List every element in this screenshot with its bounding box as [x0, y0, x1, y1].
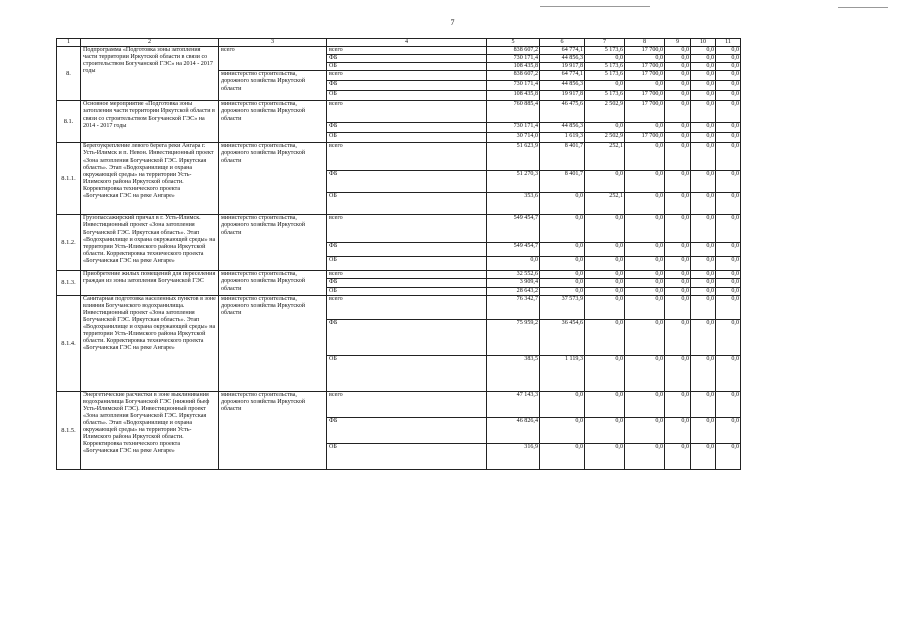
value-cell: 0,0	[691, 101, 716, 123]
value-cell: 0,0	[716, 71, 741, 81]
value-cell: 0,0	[540, 215, 585, 243]
funding-source: всего	[327, 295, 487, 319]
value-cell: 0,0	[585, 417, 625, 443]
value-cell: 0,0	[585, 319, 625, 355]
row-index: 8.1.3.	[57, 271, 81, 295]
value-cell: 0,0	[540, 287, 585, 295]
value-cell: 0,0	[665, 417, 691, 443]
funding-source: ОБ	[327, 193, 487, 215]
value-cell: 0,0	[691, 123, 716, 133]
value-cell: 0,0	[716, 171, 741, 193]
value-cell: 0,0	[540, 391, 585, 417]
value-cell: 0,0	[716, 443, 741, 469]
value-cell: 17 700,0	[625, 101, 665, 123]
value-cell: 0,0	[691, 63, 716, 71]
value-cell: 0,0	[716, 47, 741, 55]
value-cell: 383,5	[487, 355, 540, 391]
row-index: 8.1.1.	[57, 143, 81, 215]
value-cell: 0,0	[585, 295, 625, 319]
value-cell: 76 342,7	[487, 295, 540, 319]
value-cell: 0,0	[625, 143, 665, 171]
value-cell: 5 173,6	[585, 91, 625, 101]
value-cell: 46 475,6	[540, 101, 585, 123]
value-cell: 17 700,0	[625, 47, 665, 55]
value-cell: 0,0	[665, 443, 691, 469]
funding-source: ОБ	[327, 257, 487, 271]
value-cell: 0,0	[691, 193, 716, 215]
value-cell: 0,0	[625, 355, 665, 391]
value-cell: 0,0	[665, 215, 691, 243]
value-cell: 0,0	[716, 417, 741, 443]
value-cell: 0,0	[540, 193, 585, 215]
value-cell: 0,0	[665, 63, 691, 71]
value-cell: 0,0	[691, 71, 716, 81]
value-cell: 75 959,2	[487, 319, 540, 355]
value-cell: 0,0	[691, 171, 716, 193]
value-cell: 44 856,3	[540, 55, 585, 63]
value-cell: 0,0	[716, 215, 741, 243]
executor: министерство строительства, дорожного хозяйства Иркутской области	[219, 215, 327, 271]
value-cell: 5 173,6	[585, 71, 625, 81]
funding-source: ФБ	[327, 243, 487, 257]
value-cell: 0,0	[665, 257, 691, 271]
column-header: 6	[540, 39, 585, 47]
value-cell: 0,0	[625, 55, 665, 63]
value-cell: 0,0	[691, 257, 716, 271]
table-row	[57, 47, 741, 55]
value-cell: 0,0	[540, 279, 585, 287]
value-cell: 44 856,3	[540, 123, 585, 133]
executor: министерство строительства, дорожного хозяйства Иркутской области	[219, 143, 327, 215]
value-cell: 0,0	[716, 319, 741, 355]
value-cell: 0,0	[585, 271, 625, 279]
value-cell: 0,0	[540, 417, 585, 443]
value-cell: 0,0	[716, 123, 741, 133]
funding-source: ФБ	[327, 171, 487, 193]
value-cell: 0,0	[625, 193, 665, 215]
funding-source: всего	[327, 215, 487, 243]
value-cell: 37 573,9	[540, 295, 585, 319]
value-cell: 0,0	[691, 243, 716, 257]
row-index: 8.1.2.	[57, 215, 81, 271]
funding-source: ФБ	[327, 417, 487, 443]
row-index: 8.	[57, 47, 81, 101]
row-name: Основное мероприятие «Подготовка зоны затопления части территории Иркутской области в связи со строительством Богучанской ГЭС» на 2014 - 2017 годы	[81, 101, 219, 143]
value-cell: 0,0	[665, 391, 691, 417]
value-cell: 760 885,4	[487, 101, 540, 123]
value-cell: 0,0	[665, 193, 691, 215]
funding-source: ФБ	[327, 319, 487, 355]
value-cell: 108 435,8	[487, 91, 540, 101]
value-cell: 0,0	[691, 355, 716, 391]
value-cell: 0,0	[585, 215, 625, 243]
value-cell: 0,0	[691, 81, 716, 91]
value-cell: 0,0	[716, 295, 741, 319]
table-row	[57, 101, 741, 123]
funding-source: всего	[327, 101, 487, 123]
value-cell: 0,0	[716, 63, 741, 71]
table-row	[57, 271, 741, 279]
value-cell: 0,0	[665, 287, 691, 295]
header-row	[57, 39, 741, 47]
column-header: 11	[716, 39, 741, 47]
funding-source: всего	[327, 143, 487, 171]
value-cell: 0,0	[585, 287, 625, 295]
value-cell: 0,0	[585, 123, 625, 133]
value-cell: 0,0	[540, 257, 585, 271]
value-cell: 0,0	[585, 279, 625, 287]
value-cell: 0,0	[585, 257, 625, 271]
budget-table	[56, 38, 741, 470]
column-header: 5	[487, 39, 540, 47]
value-cell: 0,0	[665, 81, 691, 91]
value-cell: 2 502,9	[585, 133, 625, 143]
funding-source: ФБ	[327, 55, 487, 63]
value-cell: 0,0	[716, 133, 741, 143]
value-cell: 30 714,0	[487, 133, 540, 143]
column-header: 2	[81, 39, 219, 47]
value-cell: 0,0	[716, 271, 741, 279]
value-cell: 0,0	[691, 271, 716, 279]
value-cell: 17 700,0	[625, 133, 665, 143]
column-header: 10	[691, 39, 716, 47]
value-cell: 0,0	[665, 171, 691, 193]
value-cell: 0,0	[665, 133, 691, 143]
column-header: 1	[57, 39, 81, 47]
value-cell: 0,0	[585, 171, 625, 193]
value-cell: 51 623,9	[487, 143, 540, 171]
value-cell: 0,0	[585, 243, 625, 257]
row-name: Подпрограмма «Подготовка зоны затопления части территории Иркутской области в связи со строительством Богучанской ГЭС» на 2014 - 2017 годы	[81, 47, 219, 101]
funding-source: ФБ	[327, 279, 487, 287]
value-cell: 0,0	[625, 295, 665, 319]
funding-source: ФБ	[327, 81, 487, 91]
column-header: 4	[327, 39, 487, 47]
value-cell: 252,1	[585, 193, 625, 215]
value-cell: 0,0	[716, 101, 741, 123]
value-cell: 32 552,6	[487, 271, 540, 279]
row-index: 8.1.5.	[57, 391, 81, 469]
row-name: Грузопассажирский причал в г. Усть-Илимск. Инвестиционный проект «Зона затопления Богучанской ГЭС. Иркутская область». Этап «Водохранилище и охрана окружающей среды» на территории Усть-Илимского района Иркутской области. Корректировка технического проекта «Богучанская ГЭС на реке Ангаре»	[81, 215, 219, 271]
funding-source: ОБ	[327, 443, 487, 469]
value-cell: 0,0	[716, 81, 741, 91]
value-cell: 0,0	[691, 215, 716, 243]
value-cell: 36 454,6	[540, 319, 585, 355]
value-cell: 0,0	[716, 91, 741, 101]
value-cell: 0,0	[665, 55, 691, 63]
row-index: 8.1.	[57, 101, 81, 143]
executor: министерство строительства, дорожного хозяйства Иркутской области	[219, 71, 327, 101]
executor: министерство строительства, дорожного хозяйства Иркутской области	[219, 391, 327, 469]
value-cell: 0,0	[665, 143, 691, 171]
row-name: Приобретение жилых помещений для переселения граждан из зоны затопления Богучанской ГЭС	[81, 271, 219, 295]
table-row	[57, 391, 741, 417]
scan-mark-top-right	[838, 7, 888, 8]
value-cell: 19 917,8	[540, 63, 585, 71]
value-cell: 17 700,0	[625, 63, 665, 71]
value-cell: 0,0	[625, 123, 665, 133]
value-cell: 0,0	[665, 47, 691, 55]
column-header: 8	[625, 39, 665, 47]
value-cell: 0,0	[625, 319, 665, 355]
value-cell: 0,0	[716, 279, 741, 287]
value-cell: 838 607,2	[487, 71, 540, 81]
value-cell: 0,0	[625, 257, 665, 271]
row-name: Санитарная подготовка населенных пунктов в зоне влияния Богучанского водохранилища. Инвестиционный проект «Зона затопления Богучанской ГЭС. Иркутская область». Этап «Водохранилище и охрана окружающей среды» на территории Усть-Илимского района Иркутской области. Корректировка технического проекта «Богучанская ГЭС на реке Ангаре»	[81, 295, 219, 391]
value-cell: 47 143,3	[487, 391, 540, 417]
executor: министерство строительства, дорожного хозяйства Иркутской области	[219, 101, 327, 143]
value-cell: 0,0	[716, 287, 741, 295]
funding-source: ФБ	[327, 123, 487, 133]
funding-source: ОБ	[327, 91, 487, 101]
value-cell: 0,0	[625, 171, 665, 193]
funding-source: всего	[327, 47, 487, 55]
funding-source: ОБ	[327, 133, 487, 143]
value-cell: 44 856,3	[540, 81, 585, 91]
value-cell: 0,0	[716, 355, 741, 391]
value-cell: 0,0	[487, 257, 540, 271]
value-cell: 0,0	[585, 443, 625, 469]
value-cell: 730 171,4	[487, 55, 540, 63]
value-cell: 0,0	[691, 55, 716, 63]
value-cell: 0,0	[716, 143, 741, 171]
value-cell: 5 173,6	[585, 63, 625, 71]
column-header: 7	[585, 39, 625, 47]
value-cell: 353,6	[487, 193, 540, 215]
value-cell: 0,0	[691, 295, 716, 319]
value-cell: 0,0	[716, 257, 741, 271]
funding-source: всего	[327, 271, 487, 279]
value-cell: 8 401,7	[540, 143, 585, 171]
funding-source: ОБ	[327, 287, 487, 295]
page-number: 7	[450, 18, 455, 27]
value-cell: 0,0	[716, 193, 741, 215]
value-cell: 19 917,8	[540, 91, 585, 101]
value-cell: 0,0	[665, 101, 691, 123]
value-cell: 0,0	[625, 81, 665, 91]
value-cell: 51 270,3	[487, 171, 540, 193]
value-cell: 2 502,9	[585, 101, 625, 123]
value-cell: 0,0	[625, 391, 665, 417]
value-cell: 28 643,2	[487, 287, 540, 295]
value-cell: 0,0	[625, 243, 665, 257]
value-cell: 0,0	[665, 91, 691, 101]
value-cell: 0,0	[665, 243, 691, 257]
value-cell: 0,0	[691, 287, 716, 295]
value-cell: 0,0	[716, 391, 741, 417]
scan-mark-top	[540, 6, 650, 7]
funding-source: всего	[327, 391, 487, 417]
value-cell: 0,0	[691, 143, 716, 171]
value-cell: 17 700,0	[625, 71, 665, 81]
value-cell: 0,0	[665, 295, 691, 319]
value-cell: 0,0	[540, 443, 585, 469]
value-cell: 8 401,7	[540, 171, 585, 193]
value-cell: 108 435,8	[487, 63, 540, 71]
table-row	[57, 215, 741, 243]
value-cell: 316,9	[487, 443, 540, 469]
value-cell: 252,1	[585, 143, 625, 171]
value-cell: 0,0	[625, 417, 665, 443]
value-cell: 0,0	[625, 279, 665, 287]
value-cell: 0,0	[665, 279, 691, 287]
value-cell: 0,0	[716, 243, 741, 257]
value-cell: 0,0	[625, 287, 665, 295]
column-header: 9	[665, 39, 691, 47]
value-cell: 0,0	[691, 417, 716, 443]
value-cell: 0,0	[585, 55, 625, 63]
value-cell: 46 826,4	[487, 417, 540, 443]
value-cell: 0,0	[585, 81, 625, 91]
value-cell: 549 454,7	[487, 215, 540, 243]
value-cell: 0,0	[665, 123, 691, 133]
executor: всего	[219, 47, 327, 71]
value-cell: 0,0	[585, 355, 625, 391]
value-cell: 0,0	[665, 71, 691, 81]
funding-source: ОБ	[327, 355, 487, 391]
value-cell: 0,0	[716, 55, 741, 63]
value-cell: 0,0	[625, 215, 665, 243]
value-cell: 730 171,4	[487, 81, 540, 91]
row-name: Берегоукрепление левого берега реки Ангара г. Усть-Илимск и п. Невон. Инвестиционный проект «Зона затопления Богучанской ГЭС. Иркутская область». Этап «Водохранилище и охрана окружающей среды» на территории Усть-Илимского района Иркутской области. Корректировка технического проекта «Богучанская ГЭС на реке Ангаре»	[81, 143, 219, 215]
value-cell: 64 774,1	[540, 71, 585, 81]
value-cell: 0,0	[691, 319, 716, 355]
value-cell: 0,0	[540, 243, 585, 257]
value-cell: 0,0	[665, 271, 691, 279]
value-cell: 64 774,1	[540, 47, 585, 55]
value-cell: 730 171,4	[487, 123, 540, 133]
value-cell: 5 173,6	[585, 47, 625, 55]
table-row	[57, 295, 741, 319]
value-cell: 0,0	[691, 133, 716, 143]
value-cell: 0,0	[691, 391, 716, 417]
table-body	[57, 47, 741, 470]
executor: министерство строительства, дорожного хозяйства Иркутской области	[219, 295, 327, 391]
value-cell: 1 119,3	[540, 355, 585, 391]
row-name: Энергетические расчистки в зоне выклинивания водохранилища Богучанской ГЭС (нижний бьеф Усть-Илимской ГЭС). Инвестиционный проект «Зона затопления Богучанской ГЭС. Иркутская область». Этап «Водохранилище и охрана окружающей среды» на территории Усть-Илимского района Иркутской области. Корректировка технического проекта «Богучанская ГЭС на реке Ангаре»	[81, 391, 219, 469]
table-row	[57, 143, 741, 171]
value-cell: 0,0	[691, 279, 716, 287]
value-cell: 0,0	[585, 391, 625, 417]
value-cell: 0,0	[665, 319, 691, 355]
value-cell: 0,0	[665, 355, 691, 391]
value-cell: 0,0	[625, 443, 665, 469]
value-cell: 17 700,0	[625, 91, 665, 101]
funding-source: ОБ	[327, 63, 487, 71]
funding-source: всего	[327, 71, 487, 81]
value-cell: 3 909,4	[487, 279, 540, 287]
value-cell: 549 454,7	[487, 243, 540, 257]
value-cell: 0,0	[691, 443, 716, 469]
value-cell: 838 607,2	[487, 47, 540, 55]
value-cell: 0,0	[540, 271, 585, 279]
value-cell: 0,0	[691, 47, 716, 55]
value-cell: 0,0	[691, 91, 716, 101]
row-index: 8.1.4.	[57, 295, 81, 391]
executor: министерство строительства, дорожного хозяйства Иркутской области	[219, 271, 327, 295]
value-cell: 1 619,3	[540, 133, 585, 143]
column-header: 3	[219, 39, 327, 47]
value-cell: 0,0	[625, 271, 665, 279]
